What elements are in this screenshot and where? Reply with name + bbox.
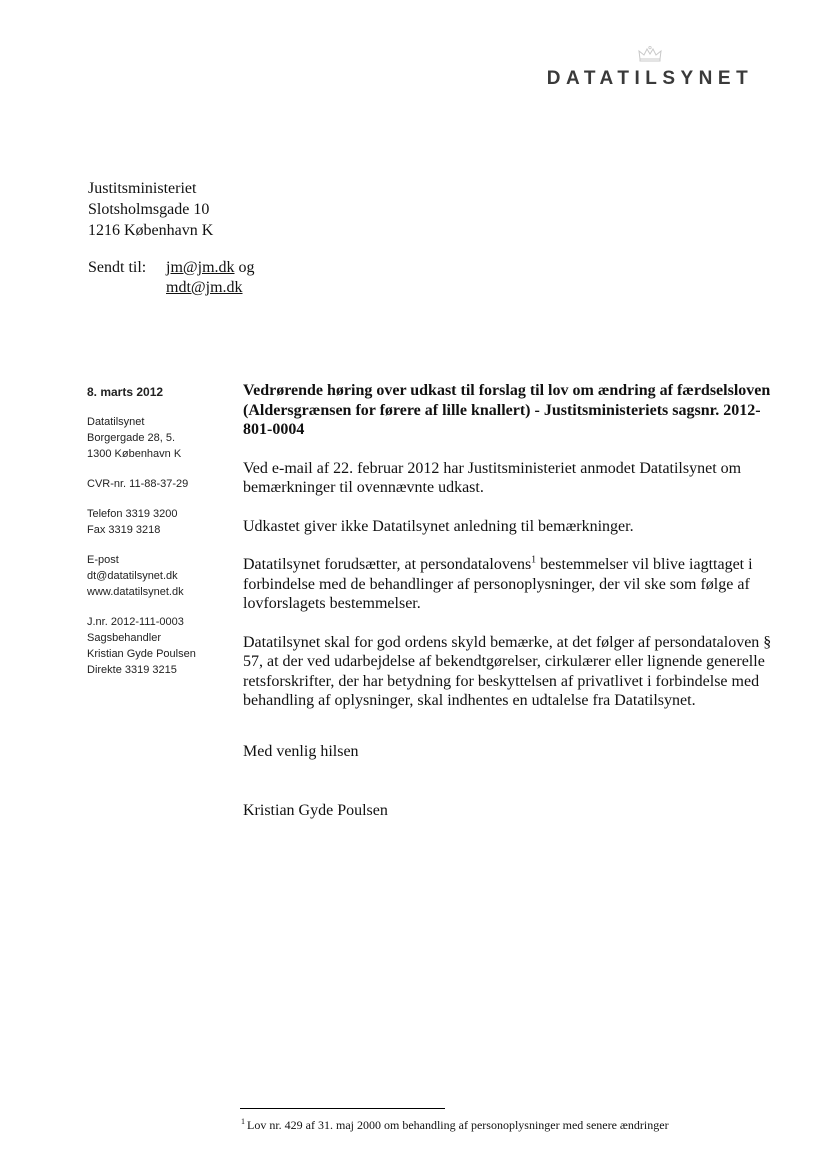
- sidebar-line: E-post: [87, 554, 119, 566]
- email-link-mdt[interactable]: mdt@jm.dk: [166, 279, 243, 296]
- crown-icon: [637, 46, 663, 62]
- sidebar-line: Direkte 3319 3215: [87, 664, 177, 676]
- footnote: [241, 1118, 669, 1133]
- sidebar-line: Sagsbehandler: [87, 632, 162, 644]
- letter-body: [243, 381, 783, 840]
- letter-date: 8. marts 2012: [87, 385, 164, 399]
- sidebar-line: Kristian Gyde Poulsen: [87, 648, 196, 660]
- paragraph-text: Datatilsynet forudsætter, at persondatalovens: [243, 556, 532, 573]
- sidebar-website: www.datatilsynet.dk: [87, 586, 184, 598]
- body-paragraph: Datatilsynet skal for god ordens skyld bemærke, at det følger af persondataloven § 57, at der ved udarbejdelse af bekendtgørelser, cirkulærer eller lignende generelle retsforskrifter, der har betydning for beskyttelsen af privatlivet i forbindelse med behandling af oplysninger, skal indhentes en udtalelse fra Datatilsynet.: [243, 633, 772, 709]
- footnote-reference: 1: [531, 554, 537, 566]
- paragraph-text: bestemmelser vil blive iagttaget i forbindelse med de behandlinger af personoplysninger, der vil ske som følge af lovforslagets bestemmelser.: [243, 556, 753, 612]
- letterhead-logo: [536, 46, 764, 90]
- signature-name: Kristian Gyde Poulsen: [243, 802, 388, 819]
- footnote-text: Lov nr. 429 af 31. maj 2000 om behandling af personoplysninger med senere ændringer: [247, 1118, 669, 1132]
- body-paragraph: Ved e-mail af 22. februar 2012 har Justitsministeriet anmodet Datatilsynet om bemærkninger til ovennævnte udkast.: [243, 459, 742, 496]
- sent-to-connector: og: [234, 259, 255, 276]
- sidebar-line: Borgergade 28, 5.: [87, 432, 176, 444]
- recipient-address: [88, 178, 213, 241]
- footnote-number: 1: [241, 1117, 245, 1126]
- sidebar-line: J.nr. 2012-111-0003: [87, 616, 184, 628]
- org-logo-text: DATATILSYNET: [546, 68, 754, 89]
- recipient-line: 1216 København K: [88, 222, 214, 239]
- sidebar-line: Fax 3319 3218: [87, 524, 161, 536]
- email-link-jm[interactable]: jm@jm.dk: [166, 259, 235, 276]
- cvr-number: CVR-nr. 11-88-37-29: [87, 478, 189, 490]
- body-paragraph: [243, 555, 783, 614]
- sidebar-email: dt@datatilsynet.dk: [87, 570, 178, 582]
- recipient-line: Slotsholmsgade 10: [88, 201, 210, 218]
- sent-to-block: [88, 258, 255, 298]
- recipient-line: Justitsministeriet: [88, 180, 197, 197]
- sender-sidebar: [87, 384, 237, 678]
- closing: Med venlig hilsen: [243, 742, 359, 760]
- footnote-divider: [240, 1108, 445, 1109]
- sidebar-line: Datatilsynet: [87, 416, 145, 428]
- letter-subject: Vedrørende høring over udkast til forslag til lov om ændring af færdselsloven (Aldersgrænsen for førere af lille knallert) - Justitsministeriets sagsnr. 2012-801-0004: [243, 382, 771, 438]
- sidebar-line: 1300 København K: [87, 448, 182, 460]
- sent-to-label: Sendt til:: [88, 259, 147, 276]
- body-paragraph: Udkastet giver ikke Datatilsynet anledning til bemærkninger.: [243, 517, 634, 535]
- sidebar-line: Telefon 3319 3200: [87, 508, 178, 520]
